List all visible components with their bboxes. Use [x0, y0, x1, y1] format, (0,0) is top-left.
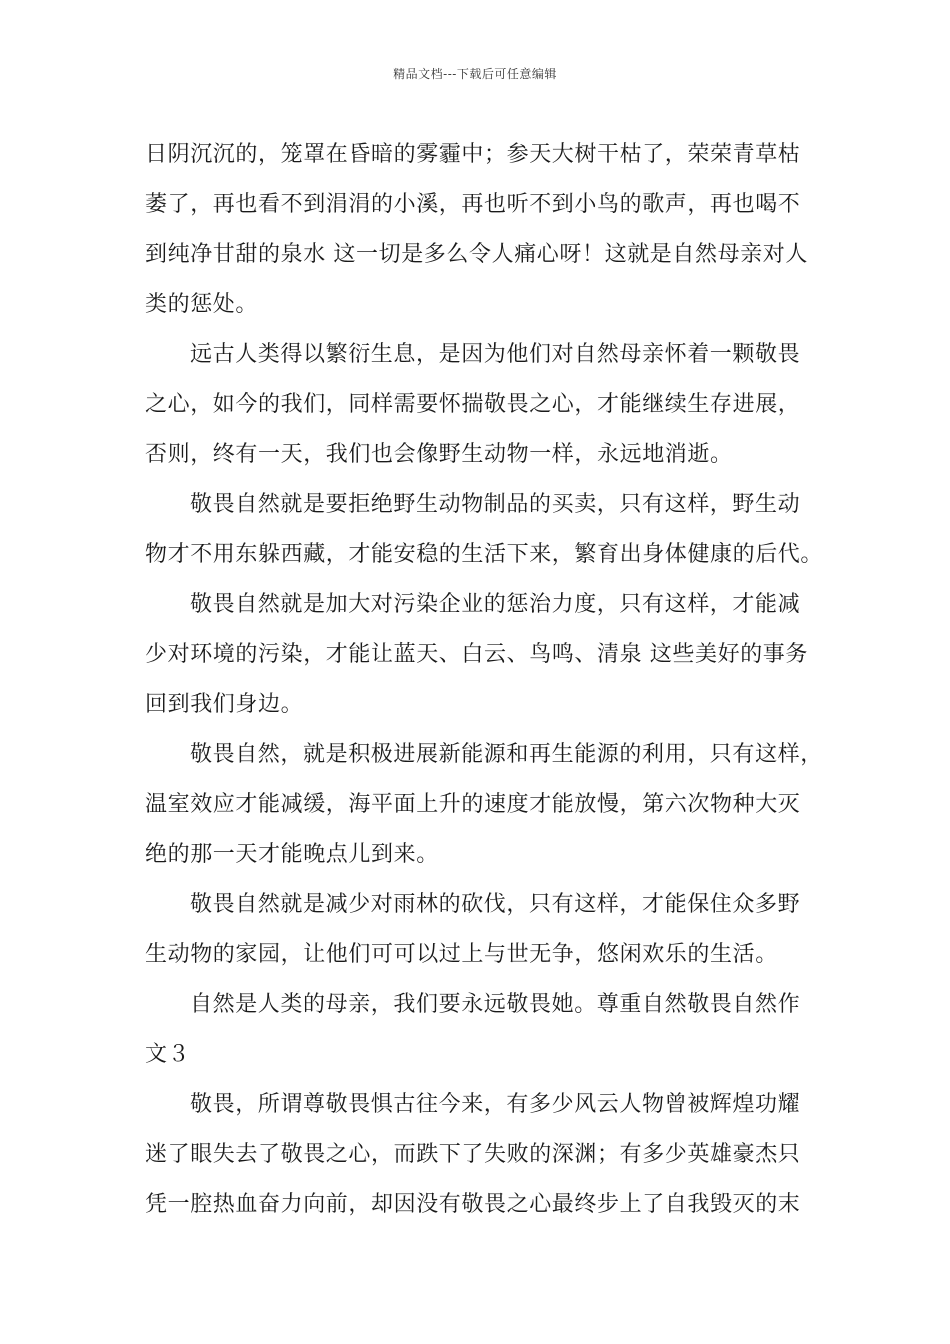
text-line: 敬畏自然，就是积极进展新能源和再生能源的利用，只有这样，	[190, 742, 823, 767]
page-header: 精品文档---下载后可任意编辑	[393, 67, 557, 81]
text-line: 敬畏自然就是减少对雨林的砍伐，只有这样，才能保住众多野	[190, 892, 801, 917]
text-line: 日阴沉沉的，笼罩在昏暗的雾霾中；参天大树干枯了，荣荣青草枯	[145, 142, 801, 167]
paragraph	[145, 880, 825, 980]
paragraph	[145, 330, 825, 480]
paragraph	[145, 1080, 825, 1230]
paragraph	[145, 730, 825, 880]
text-line: 敬畏自然就是要拒绝野生动物制品的买卖，只有这样，野生动	[190, 492, 801, 517]
paragraph	[145, 980, 825, 1080]
text-line: 远古人类得以繁衍生息，是因为他们对自然母亲怀着一颗敬畏	[190, 342, 801, 367]
text-line: 文３	[145, 1042, 191, 1067]
text-line: 回到我们身边。	[145, 692, 304, 717]
paragraph	[145, 480, 825, 580]
text-line: 敬畏自然就是加大对污染企业的惩治力度，只有这样，才能减	[190, 592, 801, 617]
text-line: 物才不用东躲西藏，才能安稳的生活下来，繁育出身体健康的后代。	[145, 542, 824, 567]
paragraph	[145, 130, 825, 330]
text-line: 生动物的家园，让他们可可以过上与世无争，悠闲欢乐的生活。	[145, 942, 778, 967]
text-line: 到纯净甘甜的泉水 这一切是多么令人痛心呀！这就是自然母亲对人	[145, 242, 808, 267]
text-line: 凭一腔热血奋力向前，却因没有敬畏之心最终步上了自我毁灭的末	[145, 1192, 801, 1217]
text-line: 萎了，再也看不到涓涓的小溪，再也听不到小鸟的歌声，再也喝不	[145, 192, 801, 217]
text-line: 温室效应才能减缓，海平面上升的速度才能放慢，第六次物种大灭	[145, 792, 801, 817]
text-line: 少对环境的污染，才能让蓝天、白云、鸟鸣、清泉 这些美好的事务	[145, 642, 808, 667]
text-line: 之心，如今的我们，同样需要怀揣敬畏之心，才能继续生存进展，	[145, 392, 801, 417]
paragraph	[145, 580, 825, 730]
text-line: 迷了眼失去了敬畏之心，而跌下了失败的深渊；有多少英雄豪杰只	[145, 1142, 801, 1167]
text-line: 类的惩处。	[145, 292, 259, 317]
text-line: 否则，终有一天，我们也会像野生动物一样，永远地消逝。	[145, 442, 733, 467]
text-line: 自然是人类的母亲，我们要永远敬畏她。尊重自然敬畏自然作	[190, 992, 801, 1017]
text-line: 绝的那一天才能晚点儿到来。	[145, 842, 439, 867]
document-body	[145, 130, 825, 1230]
text-line: 敬畏，所谓尊敬畏惧古往今来，有多少风云人物曾被辉煌功耀	[190, 1092, 801, 1117]
